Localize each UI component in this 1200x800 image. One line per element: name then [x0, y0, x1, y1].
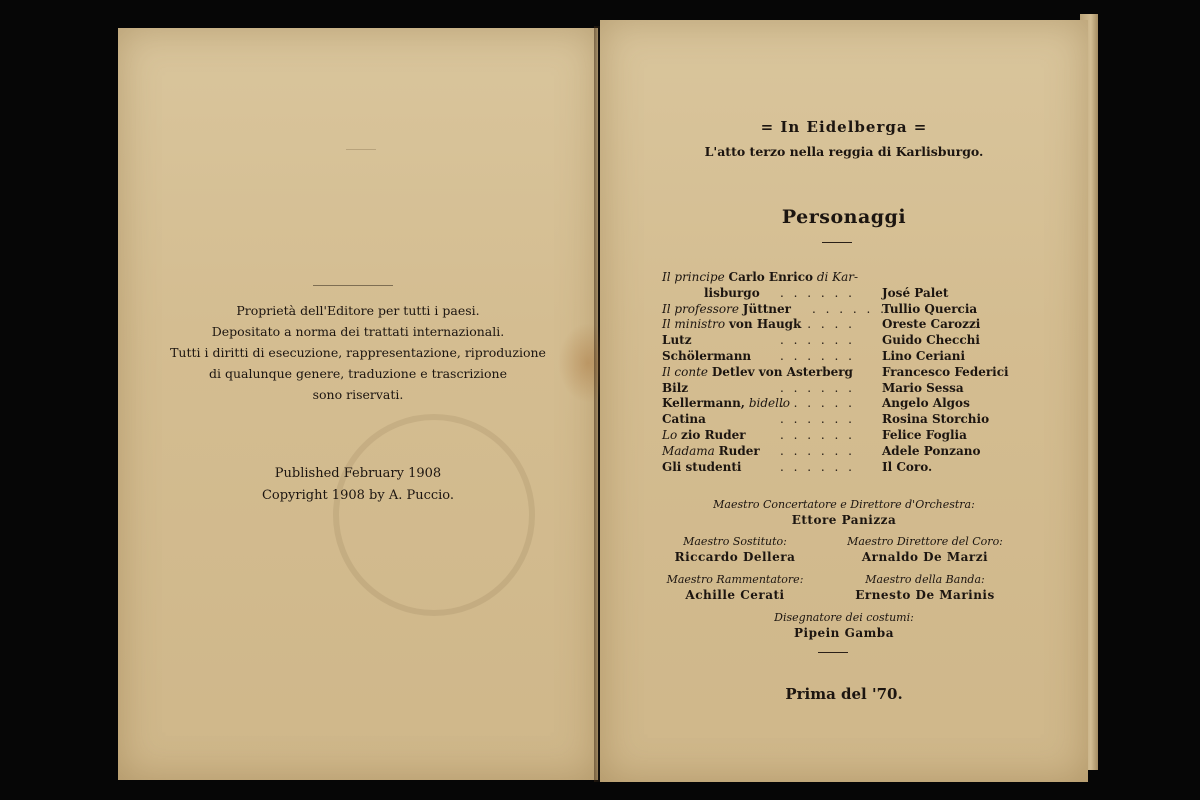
- footer-rule: [818, 652, 848, 653]
- cast-role-prefix: Il conte: [662, 364, 708, 379]
- cast-role: [662, 412, 706, 426]
- cast-actor: Guido Checchi: [882, 333, 980, 348]
- rights-line-4: di qualunque genere, traduzione e trascrizione: [209, 366, 507, 381]
- credit-label: Maestro Sostituto:: [683, 535, 787, 548]
- cast-actor: Francesco Federici: [882, 364, 1009, 379]
- cast-role-prefix: Madama: [662, 443, 715, 458]
- cast-role-prefix: Il ministro: [662, 317, 726, 332]
- credit-costumi: [600, 611, 1088, 640]
- cast-role: [662, 349, 751, 363]
- cast-role-name: Lutz: [662, 333, 692, 348]
- dot-leader: . . . . . .: [780, 349, 855, 363]
- cast-role: [662, 444, 760, 458]
- dot-leader: . . . . . .: [780, 396, 855, 411]
- right-page: [600, 20, 1088, 782]
- rights-line-3: Tutti i diritti di esecuzione, rappresentazione, riproduzione: [170, 345, 546, 360]
- cast-role-name: Schölermann: [662, 349, 752, 363]
- credit-name: Pipein Gamba: [794, 626, 894, 640]
- cast-role: [662, 381, 688, 395]
- cast-role: [662, 460, 741, 474]
- credit-name: Ernesto De Marinis: [855, 588, 995, 602]
- dot-leader: . . . . . .: [780, 443, 855, 458]
- cast-actor: Mario Sessa: [882, 380, 964, 395]
- cast-role-suffix: di Kar-: [816, 270, 859, 284]
- ghost-divider: [346, 149, 376, 150]
- dot-leader: . . . . . .: [780, 380, 855, 395]
- credit-label: Maestro Rammentatore:: [666, 573, 804, 586]
- dot-leader: . . . . . .: [780, 285, 855, 300]
- cast-role-name: Gli studenti: [662, 459, 742, 474]
- dot-leader: . . . . . .: [780, 333, 855, 348]
- cast-role-name: Bilz: [662, 380, 689, 395]
- cast-role-name: Detlev von Asterberg: [711, 364, 853, 379]
- page-title: = In Eidelberga =: [760, 118, 928, 136]
- copyright-line: Copyright 1908 by A. Puccio.: [261, 488, 455, 503]
- cast-role-name: lisburgo: [704, 285, 760, 300]
- cast-role: [704, 286, 760, 300]
- left-page: [118, 28, 598, 780]
- credit-name: Achille Cerati: [685, 588, 785, 602]
- credit-concertatore: [600, 498, 1088, 527]
- credit-banda: [825, 573, 1025, 602]
- cast-actor: Angelo Algos: [882, 396, 970, 411]
- credit-name: Riccardo Dellera: [674, 550, 796, 564]
- cast-role-name: Catina: [662, 412, 706, 427]
- cast-actor: Rosina Storchio: [882, 412, 990, 427]
- cast-role: [662, 333, 692, 347]
- credit-label: Maestro Direttore del Coro:: [847, 535, 1003, 548]
- cast-role-prefix: Lo: [662, 428, 678, 442]
- dot-leader: . . . . . .: [780, 459, 855, 474]
- cast-role-name: Carlo Enrico: [728, 270, 813, 284]
- cast-role: [662, 396, 790, 410]
- dot-leader: . . . . . .: [780, 317, 855, 332]
- cast-role-name: Jüttner: [742, 301, 791, 316]
- cast-actor: Il Coro.: [882, 459, 933, 474]
- cast-role-name: Kellermann,: [662, 396, 745, 411]
- credit-sostituto: [650, 535, 820, 564]
- cast-role-suffix: bidello: [748, 396, 791, 411]
- faint-stamp-mark: [333, 414, 535, 616]
- left-divider: [313, 285, 393, 286]
- credit-label: Disegnatore dei costumi:: [774, 611, 914, 624]
- published-date: Published February 1908: [274, 466, 442, 481]
- rights-line-1: Proprietà dell'Editore per tutti i paesi.: [236, 303, 480, 318]
- cast-actor: Lino Ceriani: [882, 349, 966, 363]
- dot-leader: . . . . . .: [812, 301, 887, 316]
- cast-role: [662, 365, 853, 379]
- cast-role-prefix: Il professore: [662, 301, 739, 316]
- section-heading: Personaggi: [781, 206, 907, 228]
- cast-actor: Tullio Quercia: [882, 301, 978, 316]
- cast-role-name: zio Ruder: [681, 428, 746, 442]
- cast-actor: José Palet: [882, 285, 949, 300]
- rights-line-5: sono riservati.: [312, 387, 404, 402]
- credit-name: Ettore Panizza: [791, 513, 897, 527]
- cast-role: [662, 270, 858, 284]
- cast-role: [662, 428, 746, 442]
- credit-label: Maestro della Banda:: [865, 573, 985, 586]
- page-subtitle: L'atto terzo nella reggia di Karlisburgo.: [704, 144, 984, 159]
- cast-role-prefix: Il principe: [662, 270, 725, 284]
- credit-label: Maestro Concertatore e Direttore d'Orchestra:: [713, 498, 975, 511]
- credit-coro: [825, 535, 1025, 564]
- heading-rule: [822, 242, 852, 243]
- cast-role-name: Ruder: [718, 443, 760, 458]
- cast-actor: Adele Ponzano: [882, 443, 981, 458]
- footer-note: Prima del '70.: [785, 685, 903, 703]
- credit-name: Arnaldo De Marzi: [861, 550, 989, 564]
- cast-actor: Oreste Carozzi: [882, 317, 981, 332]
- dot-leader: . . . . . .: [780, 428, 855, 442]
- cast-role: [662, 302, 791, 316]
- cast-role-name: von Haugk: [728, 317, 802, 332]
- dot-leader: . . . . . .: [780, 412, 855, 427]
- rights-line-2: Depositato a norma dei trattati internazionali.: [211, 324, 505, 339]
- cast-actor: Felice Foglia: [882, 428, 967, 442]
- credit-rammentatore: [650, 573, 820, 602]
